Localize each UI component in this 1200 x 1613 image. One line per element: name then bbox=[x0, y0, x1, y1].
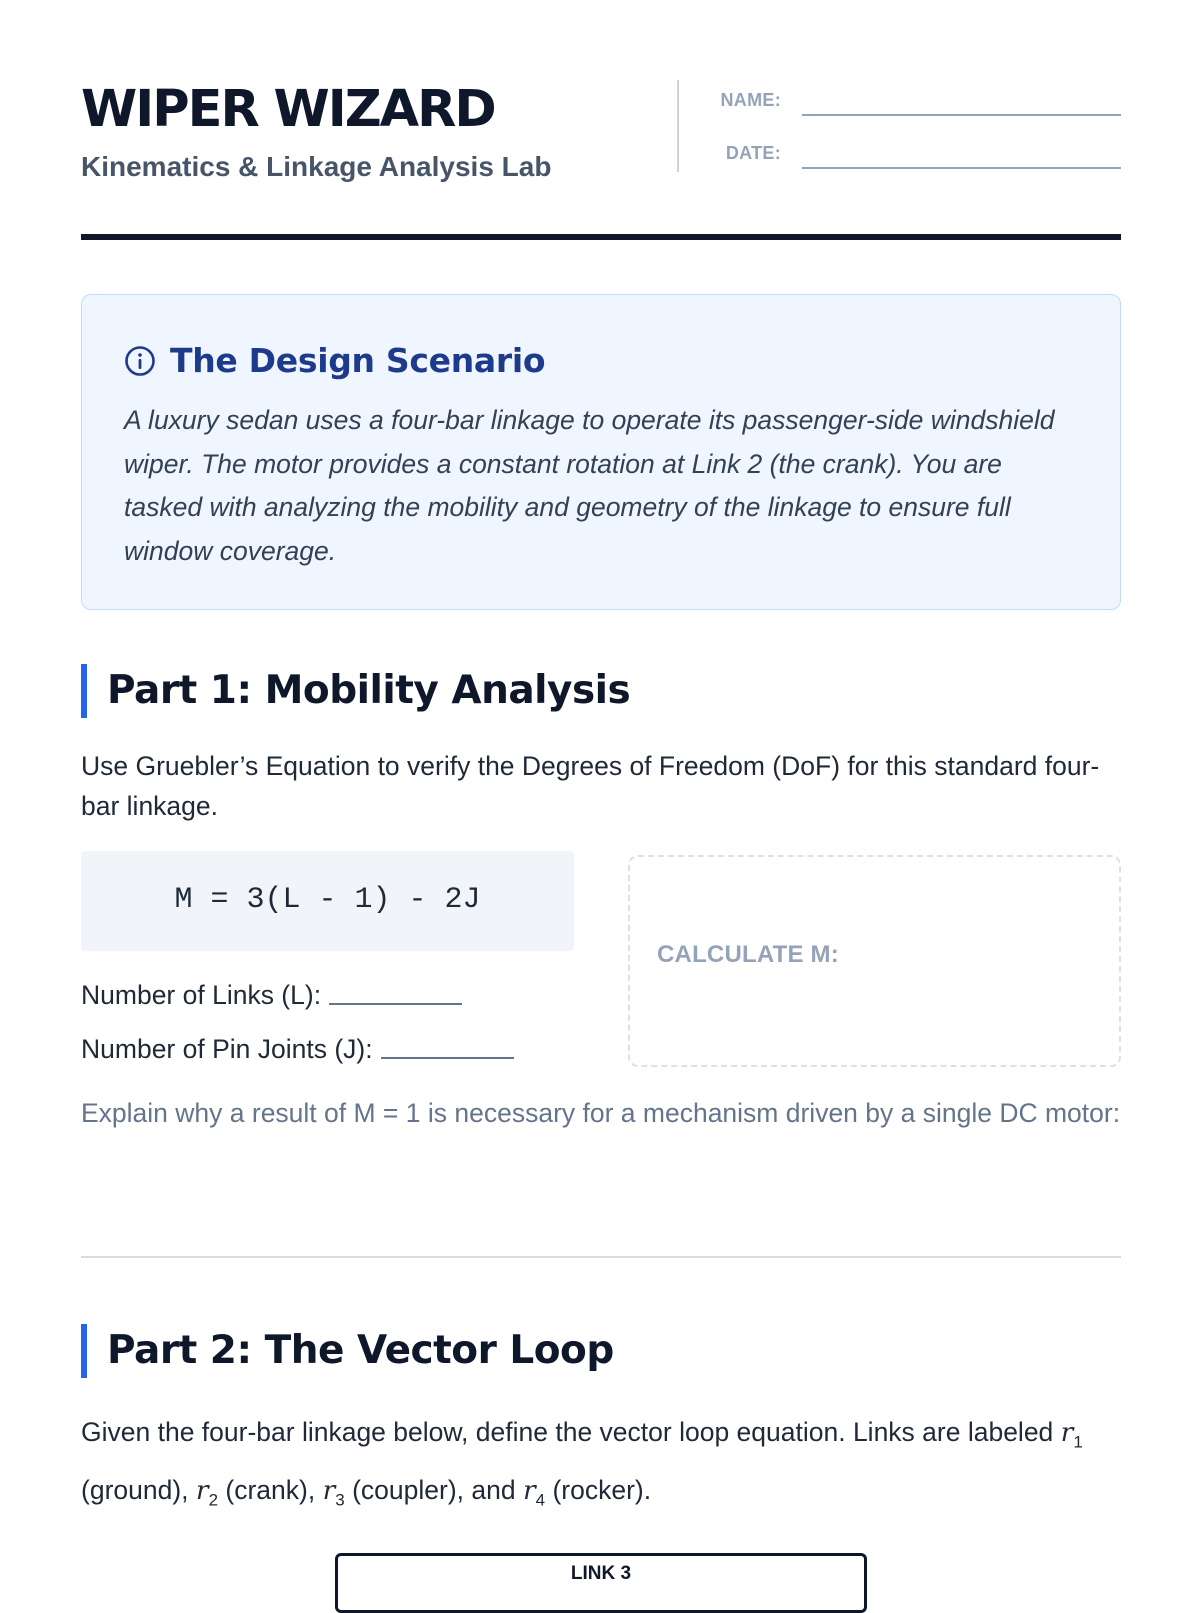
scenario-text: A luxury sedan uses a four-bar linkage to operate its passenger-side windshield wiper. The motor provides a constant rotation at Link 2 (the crank). You are tasked with analyzing the mobility and geometry of the linkage to ensure full window coverage. bbox=[124, 405, 1055, 566]
part2-intro-start: Given the four-bar linkage below, define the vector loop equation. Links are labeled bbox=[81, 1417, 1061, 1447]
name-field[interactable] bbox=[701, 88, 1121, 118]
date-label: DATE: bbox=[725, 143, 781, 163]
part2-intro bbox=[81, 1408, 1121, 1525]
gruebler-formula: M = 3(L - 1) - 2J bbox=[174, 883, 481, 917]
r4-desc: (rocker). bbox=[545, 1475, 652, 1506]
info-icon bbox=[124, 345, 156, 377]
design-scenario-callout bbox=[81, 294, 1121, 610]
gruebler-formula-box bbox=[81, 851, 574, 951]
links-count-label: Number of Links (L): bbox=[81, 980, 322, 1010]
date-blank-line[interactable] bbox=[802, 167, 1121, 169]
r2-var: r bbox=[195, 1475, 209, 1507]
joints-count-row bbox=[81, 1034, 514, 1065]
part2-accent-bar bbox=[81, 1324, 87, 1378]
r3-var: r bbox=[322, 1475, 336, 1507]
r1-desc: (ground), bbox=[81, 1475, 196, 1506]
callout-heading bbox=[124, 341, 545, 380]
links-count-row bbox=[81, 980, 462, 1011]
joints-count-blank[interactable] bbox=[381, 1057, 514, 1059]
r3-desc: (coupler), and bbox=[344, 1475, 523, 1506]
link3-label: LINK 3 bbox=[570, 1563, 632, 1584]
links-count-blank[interactable] bbox=[329, 1003, 462, 1005]
header-rule bbox=[81, 234, 1121, 240]
name-blank-line[interactable] bbox=[802, 114, 1121, 116]
name-label: NAME: bbox=[720, 90, 781, 110]
worksheet-header bbox=[81, 78, 1121, 182]
explain-prompt: Explain why a result of M = 1 is necessary for a mechanism driven by a single DC motor: bbox=[81, 1098, 1121, 1128]
r2-sub: 2 bbox=[208, 1490, 219, 1510]
r1-sub: 1 bbox=[1073, 1432, 1083, 1452]
r4-var: r bbox=[522, 1475, 536, 1507]
page-subtitle: Kinematics & Linkage Analysis Lab bbox=[81, 151, 552, 182]
section-divider bbox=[81, 1256, 1121, 1258]
part1-accent-bar bbox=[81, 664, 87, 718]
calculate-m-label: CALCULATE M: bbox=[657, 941, 839, 968]
part2-title: Part 2: The Vector Loop bbox=[107, 1328, 614, 1373]
part2-heading bbox=[81, 1324, 614, 1378]
part1-intro: Use Gruebler’s Equation to verify the Degrees of Freedom (DoF) for this standard four-bar linkage. bbox=[81, 751, 1100, 821]
r2-desc: (crank), bbox=[218, 1475, 323, 1506]
r4-sub: 4 bbox=[535, 1490, 546, 1510]
r3-sub: 3 bbox=[335, 1490, 345, 1510]
header-divider bbox=[677, 80, 679, 172]
part1-heading bbox=[81, 664, 630, 718]
joints-count-label: Number of Pin Joints (J): bbox=[81, 1034, 373, 1064]
page-title: WIPER WIZARD bbox=[81, 80, 495, 139]
linkage-diagram bbox=[335, 1553, 867, 1613]
r1-var: r bbox=[1060, 1417, 1074, 1448]
link3-coupler bbox=[335, 1553, 867, 1613]
part1-title: Part 1: Mobility Analysis bbox=[107, 668, 631, 713]
calculate-m-answer-box[interactable] bbox=[628, 855, 1121, 1067]
date-field[interactable] bbox=[701, 141, 1121, 171]
callout-title: The Design Scenario bbox=[170, 341, 546, 380]
